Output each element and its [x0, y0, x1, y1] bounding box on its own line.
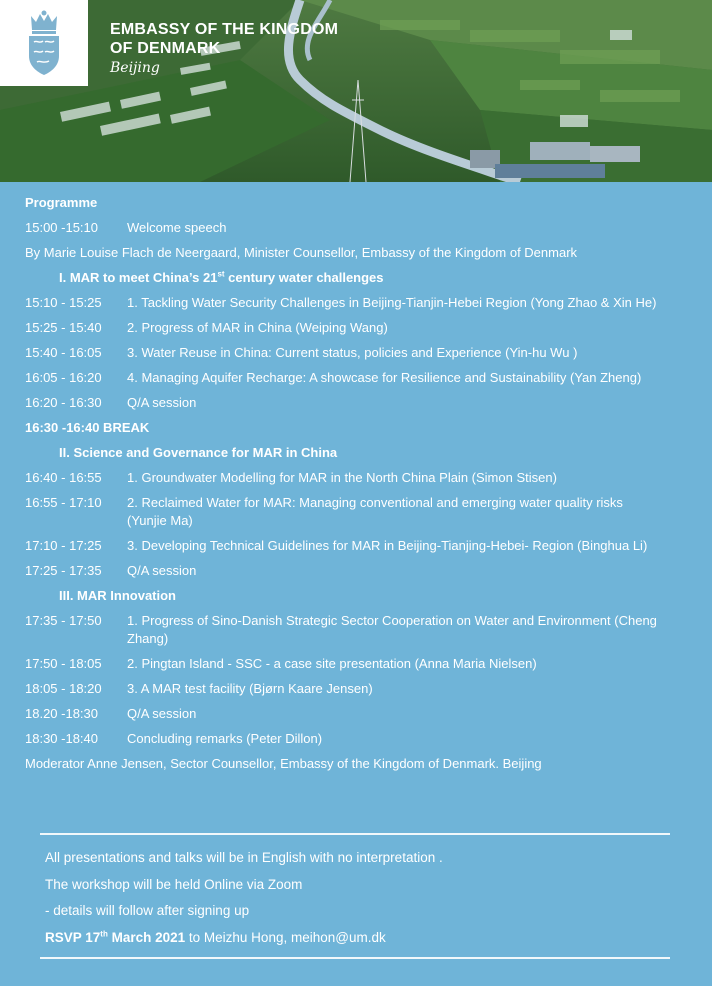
- embassy-title: [110, 20, 338, 78]
- agenda-row: [25, 730, 695, 748]
- agenda-row: [25, 369, 695, 387]
- moderator-line: Moderator Anne Jensen, Sector Counsellor, Embassy of the Kingdom of Denmark. Beijing: [25, 756, 542, 771]
- agenda-time: 16:20 - 16:30: [25, 395, 102, 410]
- divider-top: [40, 833, 670, 835]
- zoom-note: The workshop will be held Online via Zoom: [45, 876, 303, 892]
- welcome-text: Welcome speech: [127, 220, 227, 235]
- crest-box: [0, 0, 88, 86]
- agenda-time: 17:50 - 18:05: [25, 656, 102, 671]
- agenda-time: 17:25 - 17:35: [25, 563, 102, 578]
- agenda-time: 17:35 - 17:50: [25, 613, 102, 628]
- language-note: All presentations and talks will be in English with no interpretation .: [45, 850, 443, 865]
- details-note: - details will follow after signing up: [45, 903, 250, 918]
- section-1-heading: I. MAR to meet China’s 21st century water challenges: [59, 269, 384, 285]
- rsvp-line: [40, 925, 670, 952]
- programme: [25, 194, 695, 773]
- agenda-row: [25, 680, 695, 698]
- agenda-row: [25, 612, 695, 648]
- agenda-row: [25, 562, 695, 580]
- agenda-text: Q/A session: [127, 563, 197, 578]
- agenda-text: 3. Water Reuse in China: Current status, policies and Experience (Yin-hu Wu ): [127, 345, 578, 360]
- footer-info: [40, 833, 670, 959]
- agenda-text: Q/A session: [127, 706, 197, 721]
- title-line-2: OF DENMARK: [110, 40, 221, 57]
- section-3-heading: III. MAR Innovation: [59, 588, 176, 603]
- agenda-text: Q/A session: [127, 395, 197, 410]
- rsvp-date: March 2021: [107, 929, 186, 945]
- agenda-time: 18:05 - 18:20: [25, 681, 102, 696]
- agenda-row: [25, 469, 695, 487]
- agenda-text: Concluding remarks (Peter Dillon): [127, 731, 323, 746]
- title-line-1: EMBASSY OF THE KINGDOM: [110, 21, 339, 38]
- agenda-time: 18:30 -18:40: [25, 731, 99, 746]
- agenda-text: 2. Progress of MAR in China (Weiping Wang): [127, 320, 388, 335]
- agenda-text: 3. A MAR test facility (Bjørn Kaare Jensen): [127, 681, 373, 696]
- rsvp-sup: th: [100, 929, 108, 938]
- agenda-text: 1. Groundwater Modelling for MAR in the North China Plain (Simon Stisen): [127, 470, 557, 485]
- section-2-heading: II. Science and Governance for MAR in China: [59, 445, 338, 460]
- agenda-time: 18.20 -18:30: [25, 706, 99, 721]
- agenda-time: 16:05 - 16:20: [25, 370, 102, 385]
- welcome-time: 15:00 -15:10: [25, 220, 99, 235]
- danish-royal-crest-icon: [22, 10, 66, 76]
- agenda-text: 1. Progress of Sino-Danish Strategic Sector Cooperation on Water and Environment (Cheng Zhang): [127, 613, 657, 646]
- agenda-row: [25, 394, 695, 412]
- rsvp-contact: to Meizhu Hong, meihon@um.dk: [185, 929, 386, 945]
- title-city: Beijing: [110, 60, 160, 76]
- agenda-text: 1. Tackling Water Security Challenges in Beijing-Tianjin-Hebei Region (Yong Zhao & Xin He): [127, 295, 657, 310]
- agenda-time: 15:10 - 15:25: [25, 295, 102, 310]
- welcome-row: [25, 219, 695, 237]
- agenda-row: [25, 537, 695, 555]
- agenda-row: [25, 319, 695, 337]
- rsvp-label: RSVP 17: [45, 929, 101, 945]
- agenda-text: 2. Pingtan Island - SSC - a case site presentation (Anna Maria Nielsen): [127, 656, 537, 671]
- agenda-row: [25, 655, 695, 673]
- agenda-row: [25, 494, 695, 530]
- agenda-text: 4. Managing Aquifer Recharge: A showcase for Resilience and Sustainability (Yan Zheng): [127, 370, 642, 385]
- header-banner: [0, 0, 712, 182]
- agenda-text: 2. Reclaimed Water for MAR: Managing conventional and emerging water quality risks (Yunjie Ma): [127, 495, 623, 528]
- agenda-text: 3. Developing Technical Guidelines for MAR in Beijing-Tianjing-Hebei- Region (Binghua Li): [127, 538, 648, 553]
- agenda-row: [25, 344, 695, 362]
- agenda-time: 15:25 - 15:40: [25, 320, 102, 335]
- agenda-row: [25, 294, 695, 312]
- agenda-row: [25, 705, 695, 723]
- divider-bottom: [40, 957, 670, 959]
- welcome-by: By Marie Louise Flach de Neergaard, Minister Counsellor, Embassy of the Kingdom of Denmark: [25, 245, 578, 260]
- agenda-time: 16:40 - 16:55: [25, 470, 102, 485]
- programme-heading: Programme: [25, 195, 98, 210]
- break-row: 16:30 -16:40 BREAK: [25, 420, 150, 435]
- agenda-time: 17:10 - 17:25: [25, 538, 102, 553]
- landscape-photo: [0, 0, 712, 182]
- agenda-time: 16:55 - 17:10: [25, 495, 102, 510]
- agenda-time: 15:40 - 16:05: [25, 345, 102, 360]
